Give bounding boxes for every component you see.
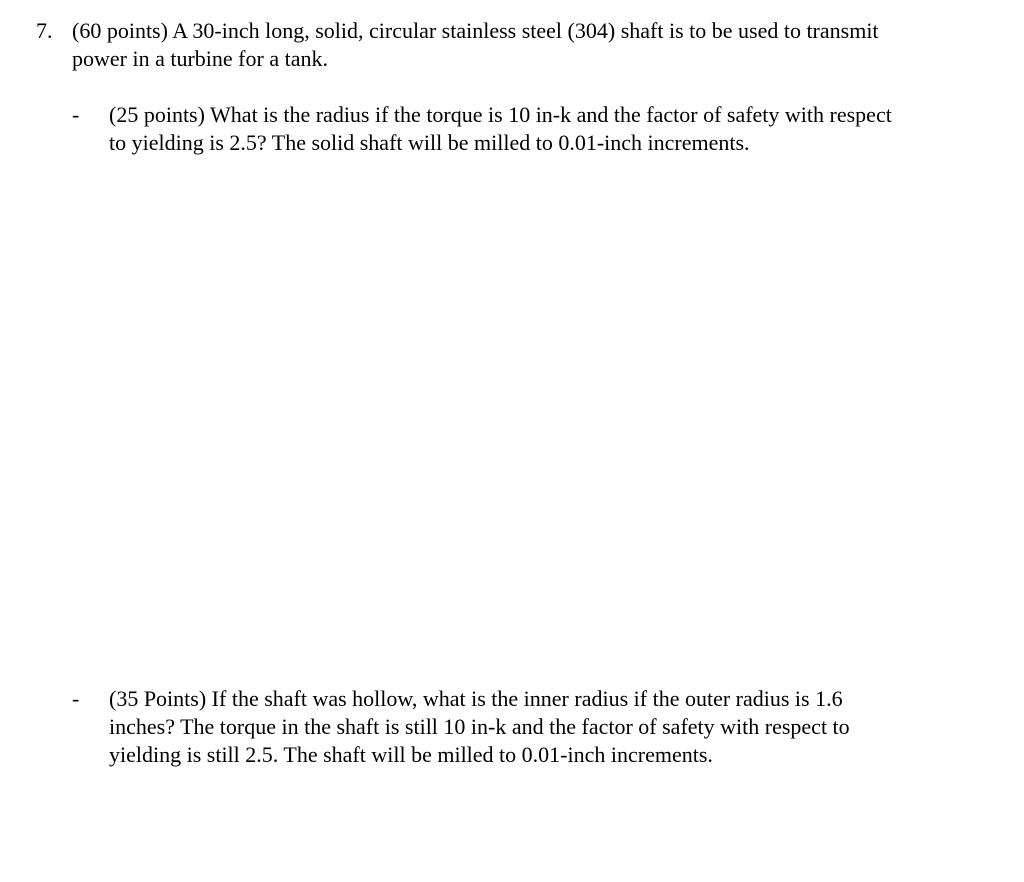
problem-7 [36,17,996,73]
subpart-a-bullet: - [72,102,80,127]
subpart-a-text: (25 points) What is the radius if the torque is 10 in-k and the factor of safety with respect to yielding is 2.5? The solid shaft will be milled to 0.01-inch increments. [109,102,892,155]
subpart-b-bullet: - [72,686,80,711]
subpart-b [72,685,972,769]
question-number: 7. [36,18,53,43]
subpart-a [72,101,972,157]
question-text: (60 points) A 30-inch long, solid, circular stainless steel (304) shaft is to be used to transmit power in a turbine for a tank. [72,18,879,71]
subpart-b-text: (35 Points) If the shaft was hollow, what is the inner radius if the outer radius is 1.6 inches? The torque in the shaft is still 10 in-k and the factor of safety with respect to yielding is still 2.5. The shaft will be milled to 0.01-inch increments. [109,686,850,767]
